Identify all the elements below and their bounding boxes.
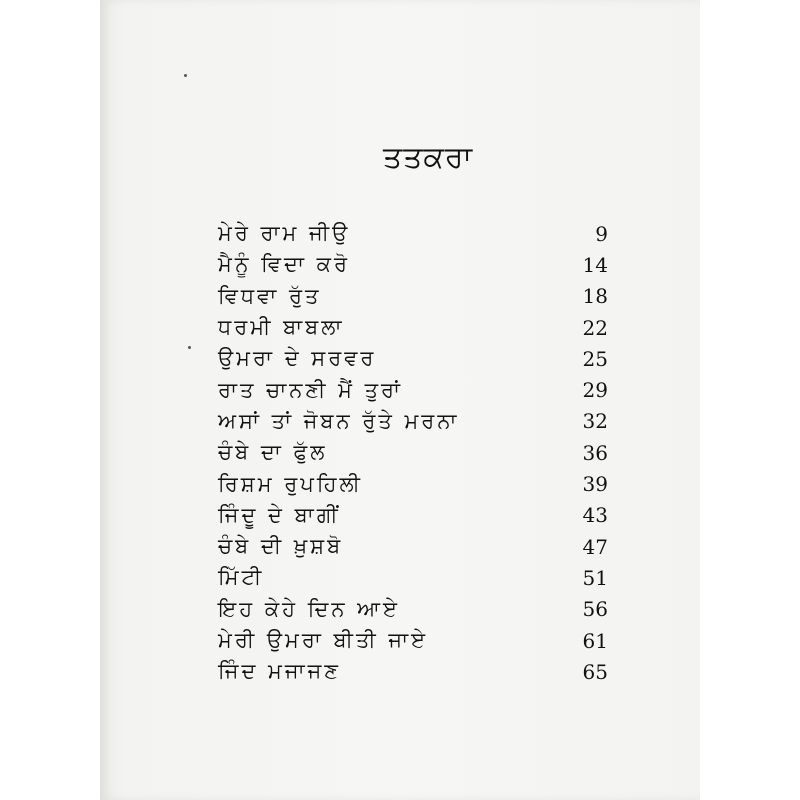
toc-entry [218, 281, 608, 312]
toc-entry-page-number: 47 [582, 534, 608, 559]
toc-entry [218, 562, 608, 593]
toc-entry-page-number: 32 [582, 409, 608, 434]
toc-entry-page-number: 36 [582, 440, 608, 465]
toc-entry-page-number: 29 [582, 378, 608, 403]
toc-entry-title: ਮੇਰੀ ਉਮਰਾ ਬੀਤੀ ਜਾਏ [218, 628, 429, 652]
toc-entry-title: ਮੈਨੂੰ ਵਿਦਾ ਕਰੋ [218, 252, 350, 277]
toc-entry [218, 249, 608, 280]
toc-entry-page-number: 56 [582, 597, 608, 622]
toc-entry [218, 531, 608, 562]
toc-entry-title: ਚੰਬੇ ਦਾ ਫੁੱਲ [218, 440, 328, 465]
toc-entry [218, 437, 608, 468]
toc-entry-title: ਧਰਮੀ ਬਾਬਲਾ [218, 315, 345, 340]
toc-entry-title: ਉਮਰਾ ਦੇ ਸਰਵਰ [218, 346, 377, 371]
toc-entry-title: ਮਿੱਟੀ [218, 565, 265, 590]
toc-entry-page-number: 65 [582, 659, 608, 684]
toc-entry-page-number: 18 [582, 284, 608, 309]
toc-entry-title: ਰਾਤ ਚਾਨਣੀ ਮੈਂ ਤੁਰਾਂ [218, 377, 403, 402]
toc-entry [218, 374, 608, 405]
toc-entry-title: ਮੇਰੇ ਰਾਮ ਜੀਉ [218, 221, 351, 246]
toc-entry-page-number: 9 [595, 221, 608, 246]
toc-entry-page-number: 51 [582, 565, 608, 590]
toc-entry [218, 594, 608, 625]
toc-entry-page-number: 14 [582, 252, 608, 277]
toc-entry [218, 343, 608, 374]
page-title: ਤਤਕਰਾ [383, 140, 474, 175]
toc-entry-page-number: 43 [582, 503, 608, 528]
toc-entry [218, 500, 608, 531]
toc-entry-page-number: 39 [582, 472, 608, 497]
paper-speck [184, 74, 187, 77]
toc-entry [218, 468, 608, 499]
toc-entry-title: ਇਹ ਕੇਹੇ ਦਿਨ ਆਏ [218, 596, 400, 621]
toc-entry-title: ਵਿਧਵਾ ਰੁੱਤ [218, 283, 322, 308]
toc-entry [218, 218, 608, 249]
toc-entry-title: ਚੰਬੇ ਦੀ ਖ਼ੁਸ਼ਬੋ [218, 534, 344, 559]
toc-entry [218, 625, 608, 656]
paper-speck [188, 346, 191, 349]
toc-entry [218, 312, 608, 343]
toc-entry-page-number: 22 [582, 315, 608, 340]
toc-entry-page-number: 61 [582, 628, 608, 653]
toc-entry [218, 406, 608, 437]
toc-entry-page-number: 25 [582, 346, 608, 371]
toc-entry-title: ਅਸਾਂ ਤਾਂ ਜੋਬਨ ਰੁੱਤੇ ਮਰਨਾ [218, 408, 460, 433]
toc-entry-title: ਜਿੰਦ ਮਜਾਜਣ [218, 659, 341, 684]
toc-entry-title: ਜਿੰਦੂ ਦੇ ਬਾਗੀਂ [218, 502, 341, 527]
toc-entry-title: ਰਿਸ਼ਮ ਰੁਪਹਿਲੀ [218, 471, 363, 496]
toc-entry [218, 656, 608, 687]
table-of-contents [218, 218, 608, 687]
